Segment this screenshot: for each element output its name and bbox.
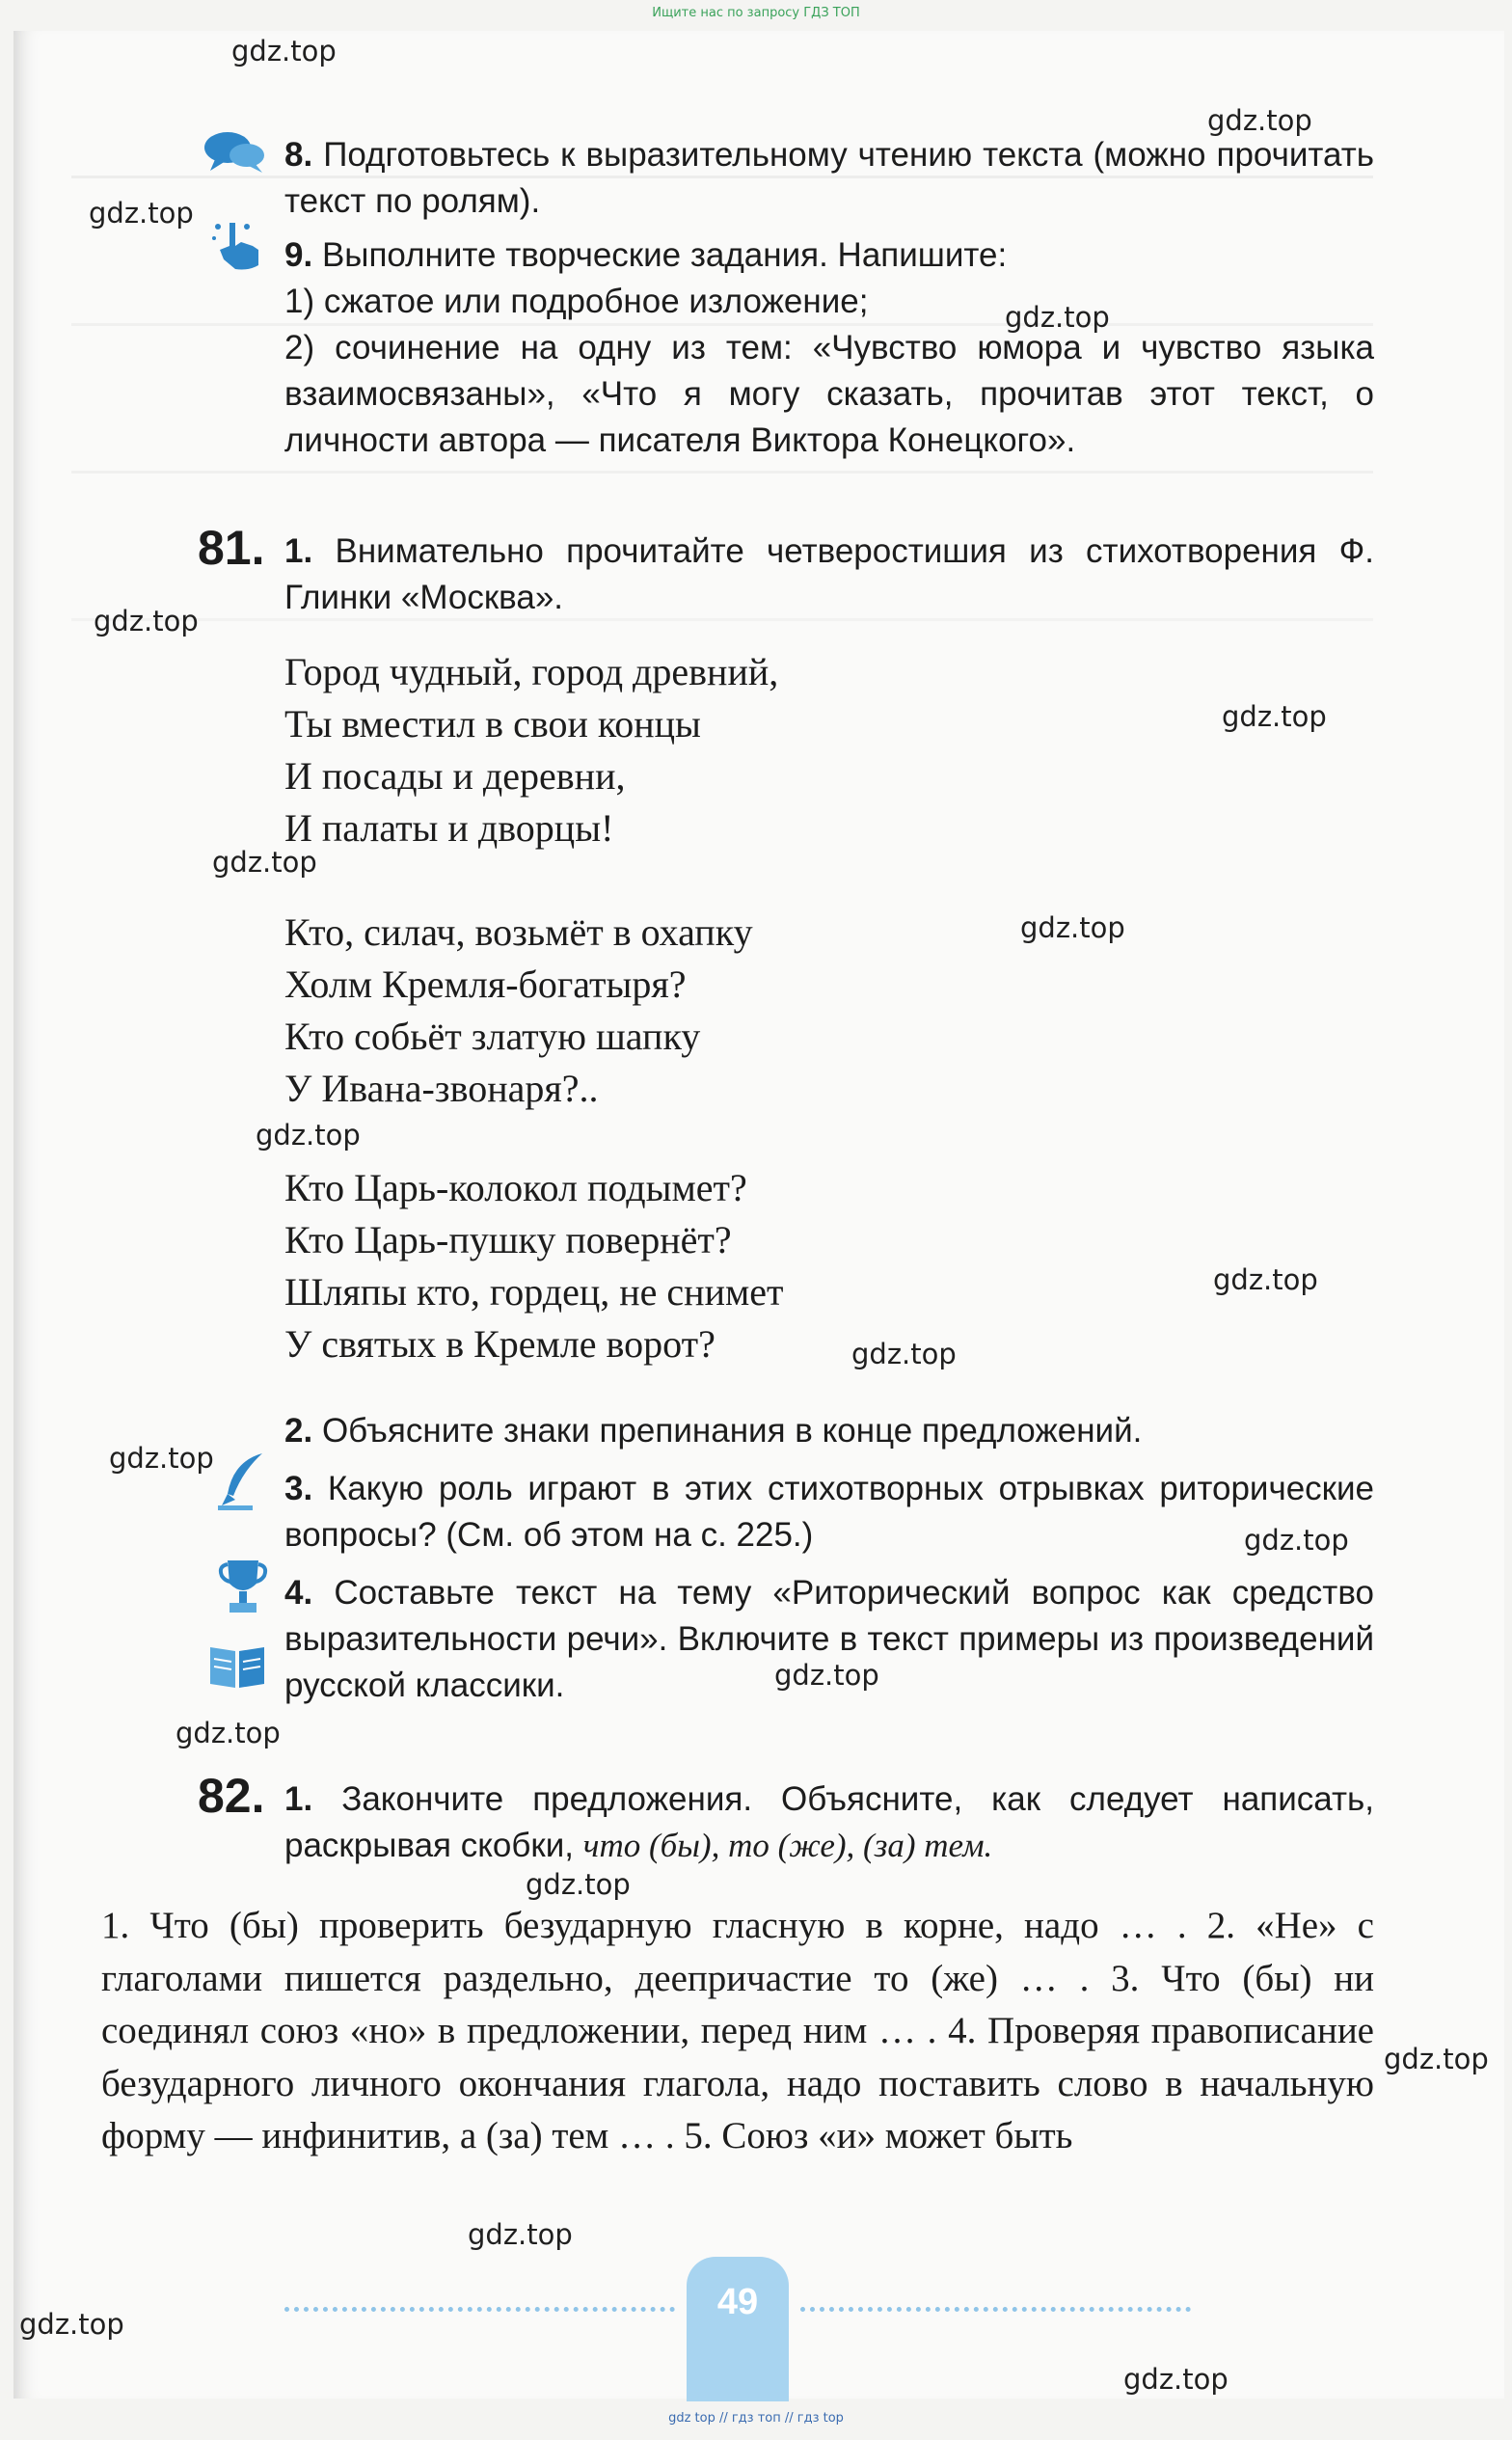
poem-stanza [284,646,778,854]
watermark: gdz.top [94,605,199,637]
watermark: gdz.top [256,1119,361,1152]
top-banner: Ищите нас по запросу ГДЗ ТОП [652,6,860,20]
watermark: gdz.top [231,35,337,68]
exercise-number: 81. [198,521,265,575]
task-text: Закончите предложения. Объясните, как следует написать, раскрывая скобки, [284,1780,1374,1864]
task-number: 8. [284,136,313,174]
watermark: gdz.top [526,1868,631,1901]
watermark: gdz.top [851,1338,957,1370]
watermark: gdz.top [19,2308,124,2341]
task-number: 9. [284,236,313,274]
task-number: 3. [284,1470,313,1507]
task-text: Внимательно прочитайте четверостишия из стихотворения Ф. Глинки «Москва». [284,532,1374,616]
task-text: Подготовьтесь к выразительному чтению текста (можно прочитать текст по ролям). [284,136,1374,220]
watermark: gdz.top [1207,104,1312,137]
ex82-task-1 [284,1776,1374,1869]
task-number: 1. [284,1780,313,1818]
poem-line: Холм Кремля-богатыря? [284,962,687,1006]
ex81-task-1 [284,529,1374,621]
watermark: gdz.top [1213,1263,1318,1296]
task-8 [284,132,1374,225]
task-text: Составьте текст на тему «Риторический вопрос как средство выразительности речи». Включите в текст примеры из произведений русской классики. [284,1574,1374,1704]
poem-line: И посады и деревни, [284,754,626,798]
trophy-icon [218,1555,268,1618]
poem-stanza [284,1162,784,1370]
quill-pen-icon [214,1451,268,1513]
poem-line: У святых в Кремле ворот? [284,1322,716,1366]
open-book-icon [206,1640,268,1692]
speech-bubbles-icon [202,128,266,176]
poem-line: Город чудный, город древний, [284,650,779,693]
watermark: gdz.top [1222,700,1327,733]
watermark: gdz.top [212,846,317,879]
page-number-tab [687,2257,789,2401]
watermark: gdz.top [774,1659,879,1692]
watermark: gdz.top [109,1442,214,1475]
poem-line: Кто, силач, возьмёт в охапку [284,910,753,954]
exercise-sentences: 1. Что (бы) проверить безударную гласную в корне, надо … . 2. «Не» с глаголами пишется раздельно, деепричастие то (же) … . 3. Что (бы) ни соединял союз «но» в предложении, перед ним … . 4. Проверяя правописание безударного личного окончания глагола, надо поставить слово в начальную форму — инфинитив, а (за) тем … . 5. Союз «и» может быть [101,1905,1374,2156]
task-text: Какую роль играют в этих стихотворных отрывках риторические вопросы? (См. об этом на с. 225.) [284,1470,1374,1554]
task-9 [284,232,1374,464]
task-number: 2. [284,1412,313,1450]
page-number: 49 [716,2282,759,2322]
watermark: gdz.top [468,2218,573,2251]
footer-dotted-rule [284,2307,675,2312]
poem-line: Ты вместил в свои концы [284,702,701,746]
exercise-number: 82. [198,1769,265,1823]
task-italic-words: что (бы), то (же), (за) тем. [582,1827,993,1864]
watermark: gdz.top [89,197,194,230]
watermark: gdz.top [1244,1524,1349,1557]
watermark: gdz.top [1005,301,1110,334]
poem-line: И палаты и дворцы! [284,806,614,850]
poem-line: У Ивана-звонаря?.. [284,1067,599,1110]
poem-stanza [284,907,753,1115]
ex81-task-2 [284,1408,1374,1454]
task-number: 4. [284,1574,313,1612]
bottom-banner: gdz top // гдз топ // гдз top [668,2411,844,2426]
pointing-hand-icon [210,217,268,273]
poem-line: Кто собьёт златую шапку [284,1015,701,1058]
watermark: gdz.top [1123,2363,1228,2396]
footer-dotted-rule [800,2307,1191,2312]
task-subitem: 1) сжатое или подробное изложение; [284,283,869,320]
poem-line: Кто Царь-колокол подымет? [284,1166,747,1209]
task-text: Объясните знаки препинания в конце предложений. [321,1412,1143,1450]
poem-line: Шляпы кто, гордец, не снимет [284,1270,784,1314]
watermark: gdz.top [176,1717,281,1749]
task-subitem: 2) сочинение на одну из тем: «Чувство юмора и чувство языка взаимосвязаны», «Что я могу сказать, прочитав этот текст, о личности автора — писателя Виктора Конецкого». [284,329,1374,459]
task-text: Выполните творческие задания. Напишите: [321,236,1008,274]
watermark: gdz.top [1384,2043,1489,2075]
watermark: gdz.top [1020,911,1125,944]
poem-line: Кто Царь-пушку повернёт? [284,1218,732,1261]
ex81-task-3 [284,1466,1374,1559]
task-number: 1. [284,532,313,570]
